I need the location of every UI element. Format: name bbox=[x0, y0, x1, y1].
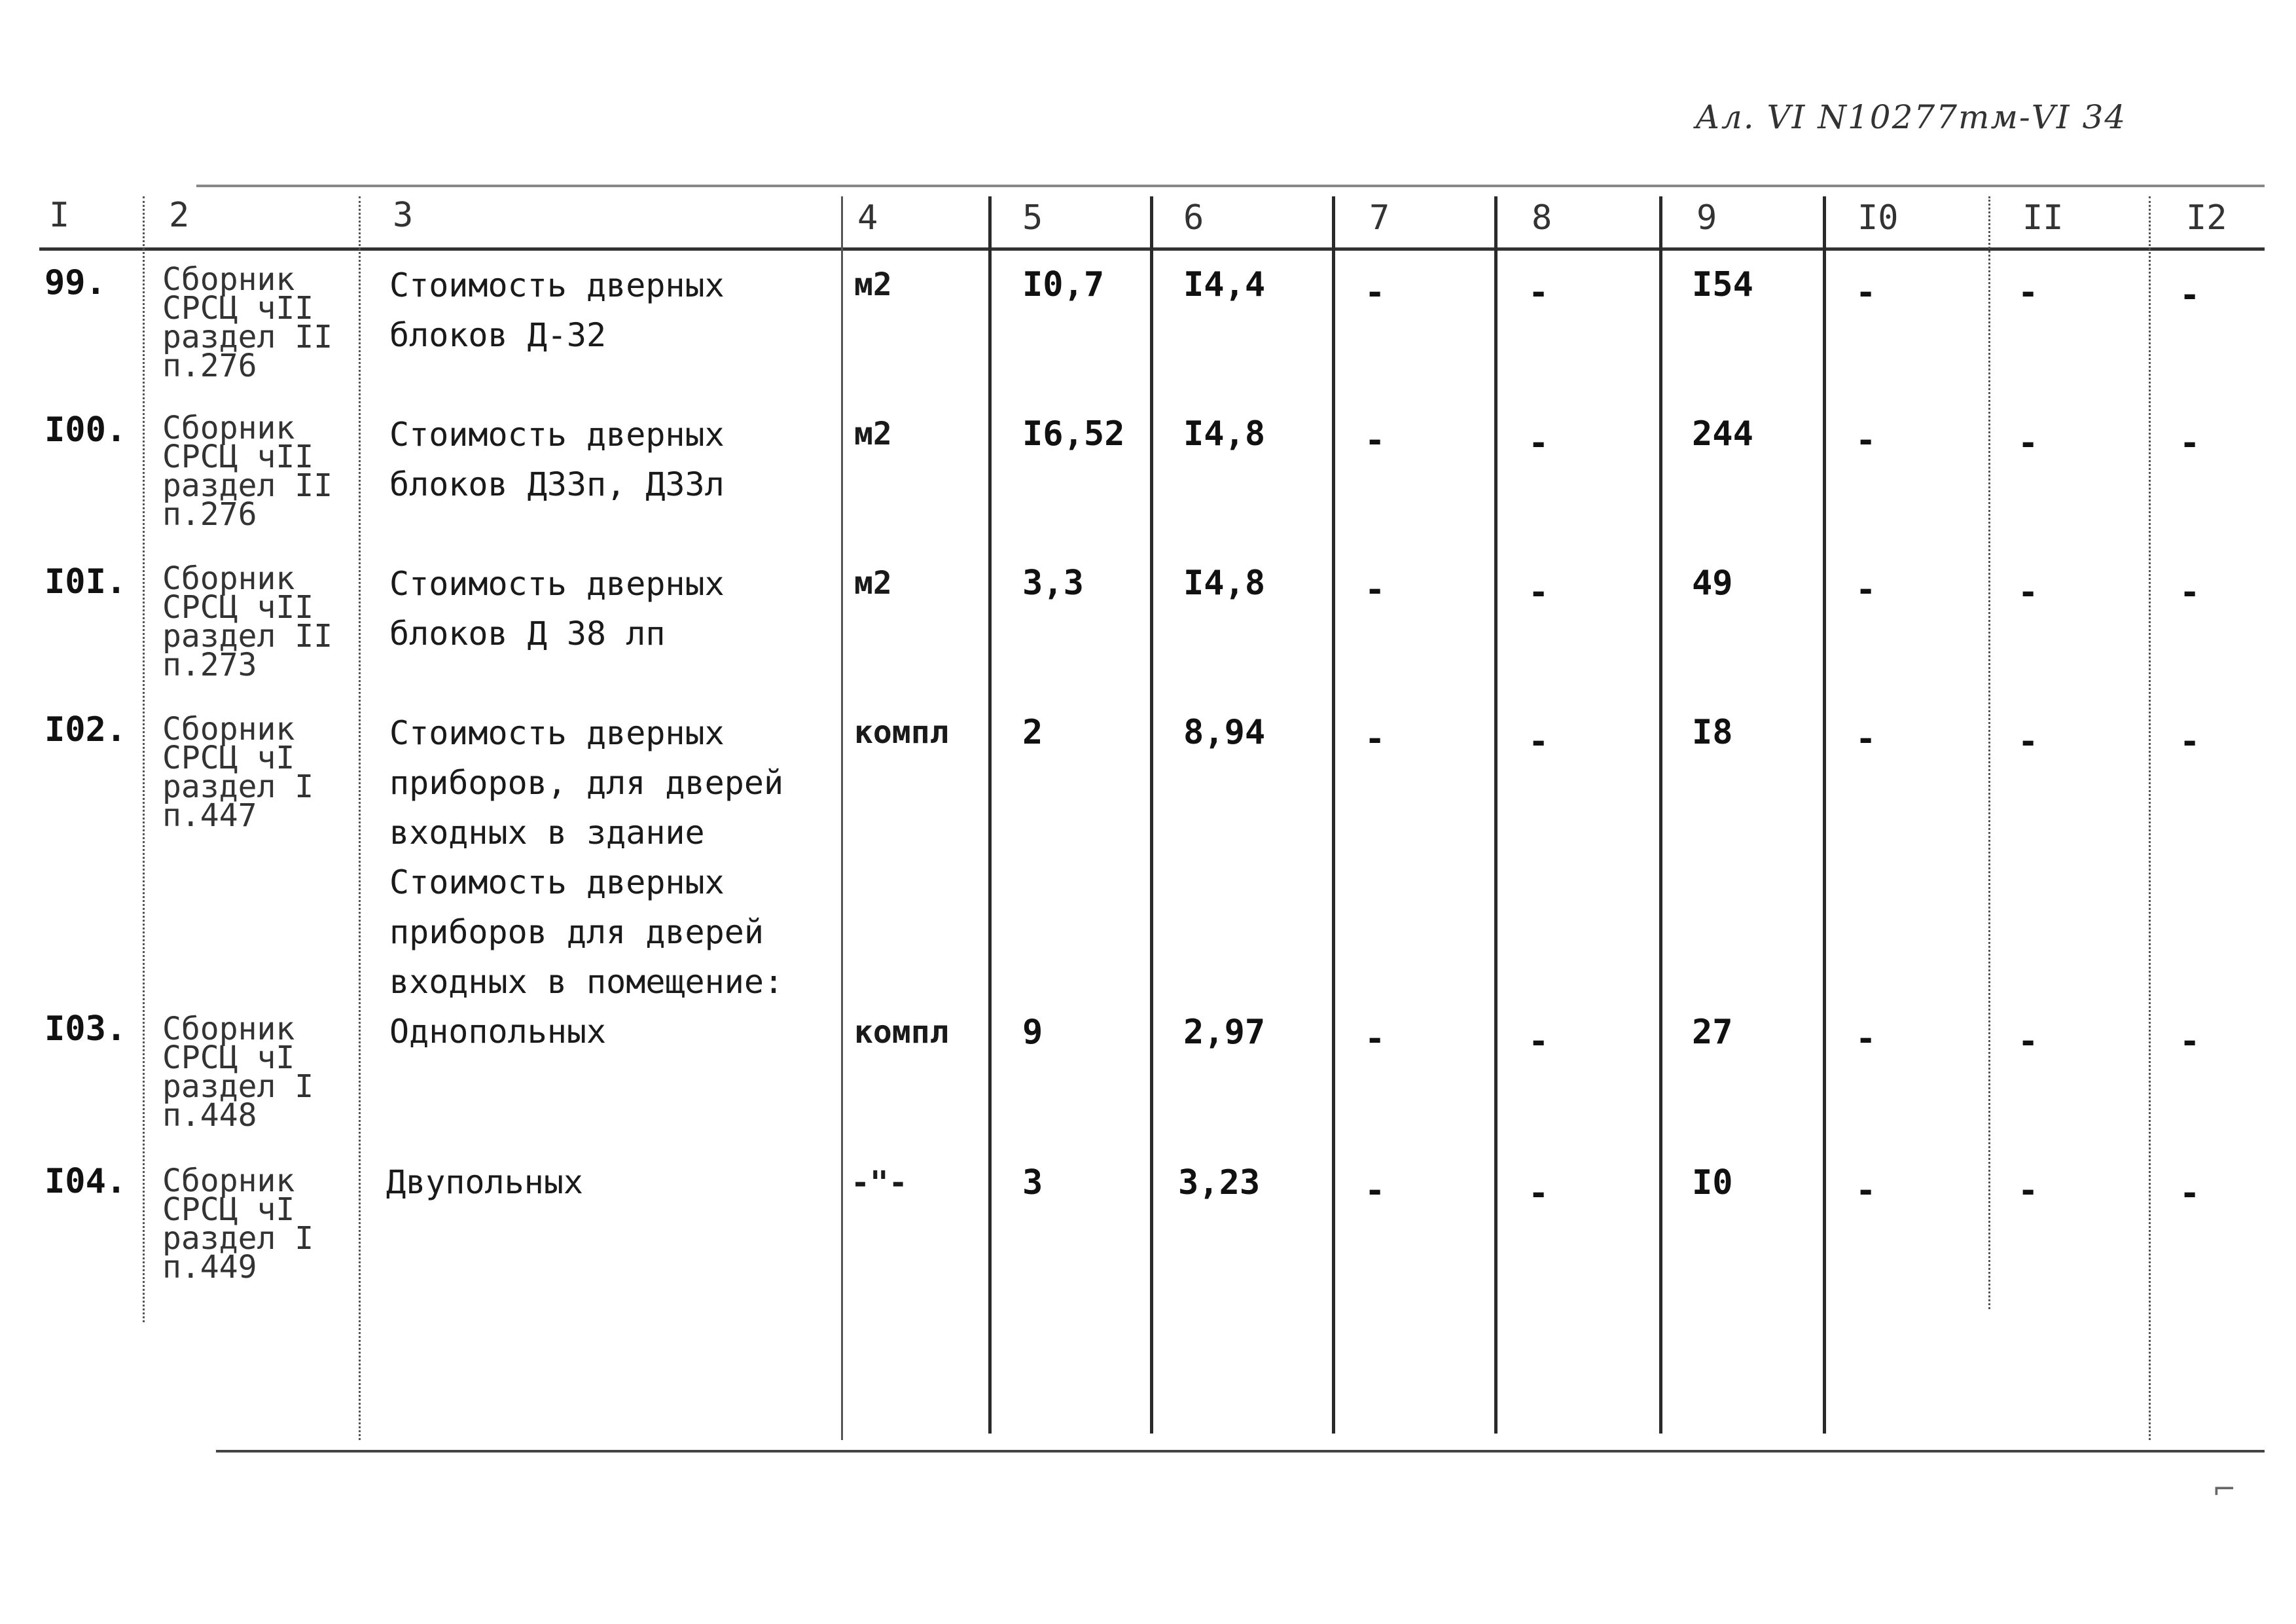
col-7-cell: - bbox=[1365, 1171, 1386, 1210]
table-top-rule bbox=[196, 185, 2265, 187]
item-description: Стоимость дверных блоков Д33п, Д33л bbox=[389, 416, 725, 503]
total-cell: I54 bbox=[1692, 265, 1753, 304]
col-11-cell: - bbox=[2018, 573, 2039, 612]
col-divider-3 bbox=[841, 196, 843, 1440]
col-7-cell: - bbox=[1365, 273, 1386, 312]
col-divider-10 bbox=[1988, 196, 1990, 1309]
total-cell: 244 bbox=[1692, 414, 1753, 454]
col-divider-5 bbox=[1150, 196, 1153, 1434]
col-10-cell: - bbox=[1856, 273, 1876, 312]
header-col-6: 6 bbox=[1183, 198, 1204, 238]
col-8-cell: - bbox=[1528, 722, 1549, 761]
col-divider-7 bbox=[1494, 196, 1498, 1434]
col-divider-6 bbox=[1332, 196, 1335, 1434]
header-col-1: I bbox=[49, 196, 70, 235]
col-11-cell: - bbox=[2018, 722, 2039, 761]
quantity-cell: 3,3 bbox=[1022, 564, 1084, 603]
quantity-cell: I6,52 bbox=[1022, 414, 1125, 454]
unit-cell: м2 bbox=[854, 416, 892, 452]
item-description: Однопольных bbox=[389, 1013, 607, 1051]
col-8-cell: - bbox=[1528, 273, 1549, 312]
col-12-cell: - bbox=[2179, 722, 2200, 761]
header-col-8: 8 bbox=[1532, 198, 1552, 238]
header-col-12: I2 bbox=[2186, 198, 2227, 238]
col-12-cell: - bbox=[2179, 1022, 2200, 1061]
col-divider-2 bbox=[359, 196, 361, 1440]
price-cell: 3,23 bbox=[1178, 1163, 1261, 1202]
col-10-cell: - bbox=[1856, 1019, 1876, 1058]
col-divider-8 bbox=[1659, 196, 1662, 1434]
col-8-cell: - bbox=[1528, 573, 1549, 612]
header-col-10: I0 bbox=[1857, 198, 1899, 238]
item-description: Стоимость дверных блоков Д 38 лп bbox=[389, 565, 725, 653]
col-12-cell: - bbox=[2179, 424, 2200, 463]
col-11-cell: - bbox=[2018, 1171, 2039, 1210]
col-divider-9 bbox=[1823, 196, 1826, 1434]
row-number: I02. bbox=[45, 710, 127, 749]
price-cell: I4,8 bbox=[1183, 564, 1266, 603]
price-cell: 8,94 bbox=[1183, 713, 1266, 752]
table-bottom-rule bbox=[216, 1450, 2265, 1453]
row-number: I0I. bbox=[45, 562, 127, 602]
unit-cell: компл bbox=[854, 714, 949, 751]
row-number: I03. bbox=[45, 1009, 127, 1049]
header-col-7: 7 bbox=[1369, 198, 1390, 238]
col-7-cell: - bbox=[1365, 1019, 1386, 1058]
source-reference: Сборник СРСЦ чII раздел II п.273 bbox=[162, 560, 333, 683]
item-description: Стоимость дверных приборов, для дверей входных в здание Стоимость дверных приборов для дверей входных в помещение: bbox=[389, 714, 784, 1001]
col-10-cell: - bbox=[1856, 719, 1876, 759]
col-12-cell: - bbox=[2179, 1174, 2200, 1213]
quantity-cell: 9 bbox=[1022, 1013, 1043, 1052]
quantity-cell: 3 bbox=[1022, 1163, 1043, 1202]
col-11-cell: - bbox=[2018, 424, 2039, 463]
price-cell: I4,4 bbox=[1183, 265, 1266, 304]
unit-cell: м2 bbox=[854, 266, 892, 303]
col-divider-11 bbox=[2149, 196, 2151, 1440]
header-col-3: 3 bbox=[393, 196, 414, 235]
col-7-cell: - bbox=[1365, 421, 1386, 460]
price-cell: 2,97 bbox=[1183, 1013, 1266, 1052]
row-number: I00. bbox=[45, 410, 127, 450]
header-col-4: 4 bbox=[857, 198, 878, 238]
total-cell: I0 bbox=[1692, 1163, 1733, 1202]
unit-cell: компл bbox=[854, 1014, 949, 1051]
total-cell: 27 bbox=[1692, 1013, 1733, 1052]
col-7-cell: - bbox=[1365, 719, 1386, 759]
total-cell: I8 bbox=[1692, 713, 1733, 752]
col-8-cell: - bbox=[1528, 1022, 1549, 1061]
quantity-cell: I0,7 bbox=[1022, 265, 1105, 304]
col-8-cell: - bbox=[1528, 424, 1549, 463]
col-10-cell: - bbox=[1856, 1171, 1876, 1210]
row-number: 99. bbox=[45, 263, 106, 302]
source-reference: Сборник СРСЦ чI раздел I п.447 bbox=[162, 711, 314, 834]
source-reference: Сборник СРСЦ чII раздел II п.276 bbox=[162, 261, 333, 384]
col-divider-4 bbox=[988, 196, 992, 1434]
item-description: Стоимость дверных блоков Д-32 bbox=[389, 266, 725, 354]
document-stamp: Ал. VI N10277тм-VI 34 bbox=[1695, 98, 2127, 136]
col-11-cell: - bbox=[2018, 1022, 2039, 1061]
header-col-9: 9 bbox=[1696, 198, 1717, 238]
page-corner-mark: ⌐ bbox=[2212, 1473, 2236, 1506]
col-10-cell: - bbox=[1856, 421, 1876, 460]
unit-cell: -"- bbox=[851, 1164, 908, 1201]
item-description: Двупольных bbox=[386, 1163, 584, 1201]
col-11-cell: - bbox=[2018, 273, 2039, 312]
source-reference: Сборник СРСЦ чI раздел I п.448 bbox=[162, 1011, 314, 1134]
header-col-5: 5 bbox=[1022, 198, 1043, 238]
quantity-cell: 2 bbox=[1022, 713, 1043, 752]
row-number: I04. bbox=[45, 1162, 127, 1201]
col-7-cell: - bbox=[1365, 570, 1386, 609]
col-12-cell: - bbox=[2179, 573, 2200, 612]
price-cell: I4,8 bbox=[1183, 414, 1266, 454]
header-col-11: II bbox=[2022, 198, 2064, 238]
col-10-cell: - bbox=[1856, 570, 1876, 609]
total-cell: 49 bbox=[1692, 564, 1733, 603]
col-8-cell: - bbox=[1528, 1174, 1549, 1213]
source-reference: Сборник СРСЦ чII раздел II п.276 bbox=[162, 410, 333, 533]
unit-cell: м2 bbox=[854, 565, 892, 602]
col-12-cell: - bbox=[2179, 276, 2200, 315]
source-reference: Сборник СРСЦ чI раздел I п.449 bbox=[162, 1163, 314, 1286]
col-divider-1 bbox=[143, 196, 145, 1322]
header-col-2: 2 bbox=[169, 196, 190, 235]
